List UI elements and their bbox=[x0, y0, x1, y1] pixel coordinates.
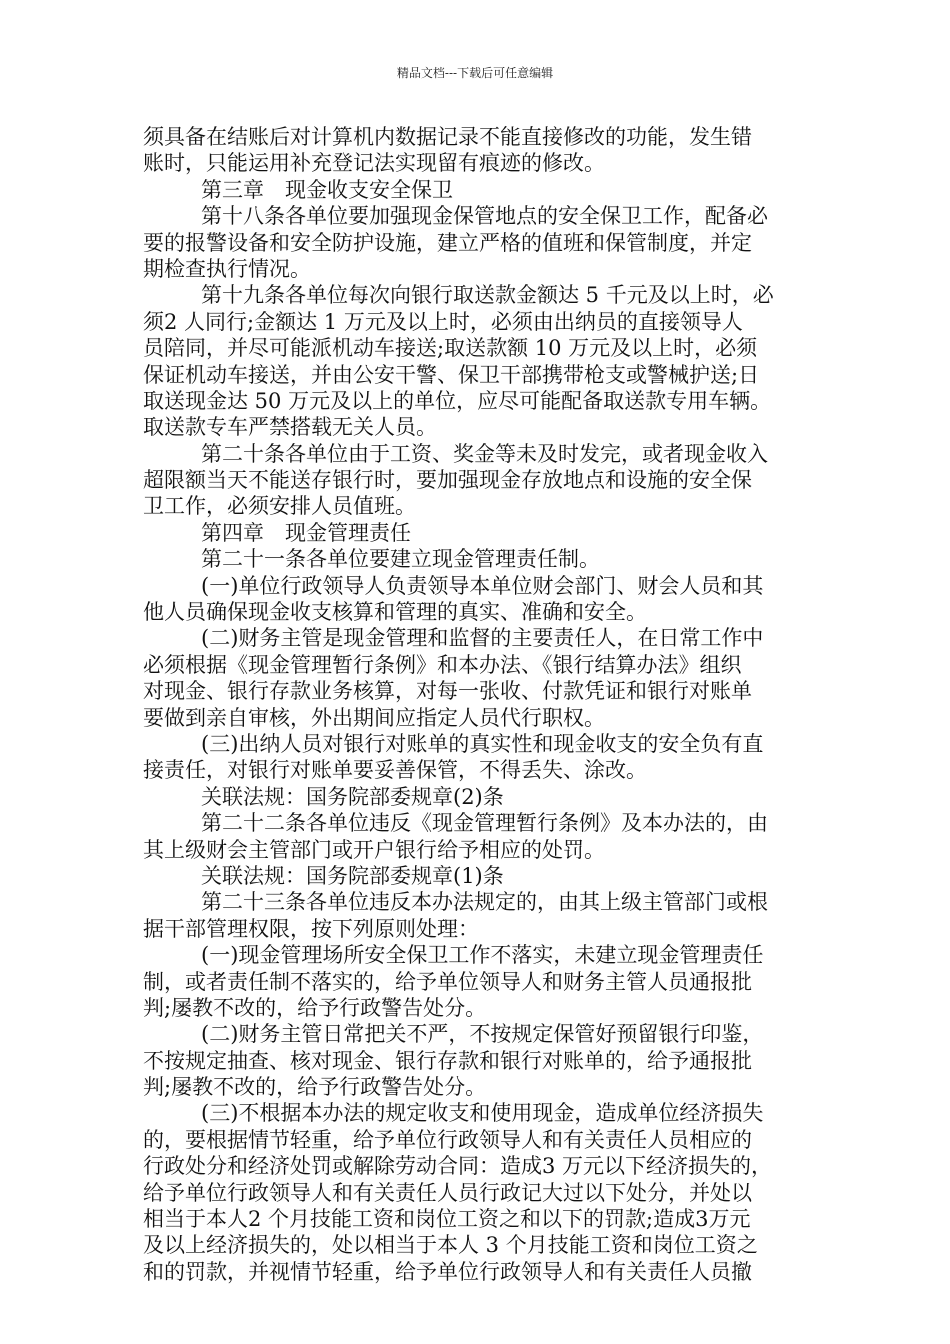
text-line: 期检查执行情况。 bbox=[143, 256, 311, 281]
text-line: 关联法规：国务院部委规章(2)条 bbox=[201, 784, 504, 809]
text-line: 必须根据《现金管理暂行条例》和本办法、《银行结算办法》组织 bbox=[143, 652, 742, 677]
text-line: 对现金、银行存款业务核算，对每一张收、付款凭证和银行对账单 bbox=[143, 679, 752, 704]
text-line: 保证机动车接送，并由公安干警、保卫干部携带枪支或警械护送;日 bbox=[143, 362, 760, 387]
text-line: 关联法规：国务院部委规章(1)条 bbox=[201, 863, 504, 888]
text-line: 判;屡教不改的，给予行政警告处分。 bbox=[143, 995, 487, 1020]
text-line: 账时，只能运用补充登记法实现留有痕迹的修改。 bbox=[143, 151, 605, 176]
text-line: 行政处分和经济处罚或解除劳动合同：造成3 万元以下经济损失的， bbox=[143, 1154, 773, 1179]
text-line: 及以上经济损失的，处以相当于本人 3 个月技能工资和岗位工资之 bbox=[143, 1233, 758, 1258]
document-body bbox=[143, 124, 815, 1285]
text-line: 第二十二条各单位违反《现金管理暂行条例》及本办法的，由 bbox=[201, 811, 768, 836]
text-line: 他人员确保现金收支核算和管理的真实、准确和安全。 bbox=[143, 600, 647, 625]
text-line: 第二十三条各单位违反本办法规定的，由其上级主管部门或根 bbox=[201, 890, 768, 915]
text-line: (二)财务主管是现金管理和监督的主要责任人，在日常工作中 bbox=[201, 626, 764, 651]
text-line: 相当于本人2 个月技能工资和岗位工资之和以下的罚款;造成3万元 bbox=[143, 1207, 751, 1232]
text-line: 须2 人同行;金额达 1 万元及以上时，必须由出纳员的直接领导人 bbox=[143, 309, 743, 334]
text-line: 不按规定抽查、核对现金、银行存款和银行对账单的，给予通报批 bbox=[143, 1048, 752, 1073]
text-line: 第二十条各单位由于工资、奖金等未及时发完，或者现金收入 bbox=[201, 441, 768, 466]
text-line: 要的报警设备和安全防护设施，建立严格的值班和保管制度，并定 bbox=[143, 230, 752, 255]
text-line: 第十九条各单位每次向银行取送款金额达 5 千元及以上时，必 bbox=[201, 283, 774, 308]
text-line: 员陪同，并尽可能派机动车接送;取送款额 10 万元及以上时，必须 bbox=[143, 336, 758, 361]
text-line: 据干部管理权限，按下列原则处理： bbox=[143, 916, 479, 941]
text-line: 判;屡教不改的，给予行政警告处分。 bbox=[143, 1075, 487, 1100]
text-line: 的，要根据情节轻重，给予单位行政领导人和有关责任人员相应的 bbox=[143, 1127, 752, 1152]
text-line: 给予单位行政领导人和有关责任人员行政记大过以下处分，并处以 bbox=[143, 1180, 752, 1205]
text-line: 第三章 现金收支安全保卫 bbox=[201, 177, 453, 202]
text-line: 接责任，对银行对账单要妥善保管，不得丢失、涂改。 bbox=[143, 758, 647, 783]
text-line: 要做到亲自审核，外出期间应指定人员代行职权。 bbox=[143, 705, 605, 730]
text-line: (二)财务主管日常把关不严，不按规定保管好预留银行印鉴， bbox=[201, 1022, 764, 1047]
text-line: 制，或者责任制不落实的，给予单位领导人和财务主管人员通报批 bbox=[143, 969, 752, 994]
text-line: (一)单位行政领导人负责领导本单位财会部门、财会人员和其 bbox=[201, 573, 764, 598]
text-line: 和的罚款，并视情节轻重，给予单位行政领导人和有关责任人员撤 bbox=[143, 1259, 752, 1284]
text-line: 第十八条各单位要加强现金保管地点的安全保卫工作，配备必 bbox=[201, 204, 768, 229]
text-line: 第二十一条各单位要建立现金管理责任制。 bbox=[201, 547, 600, 572]
text-line: 须具备在结账后对计算机内数据记录不能直接修改的功能，发生错 bbox=[143, 125, 752, 149]
text-line: (一)现金管理场所安全保卫工作不落实，未建立现金管理责任 bbox=[201, 943, 764, 968]
text-line: 第四章 现金管理责任 bbox=[201, 520, 411, 545]
text-line: (三)不根据本办法的规定收支和使用现金，造成单位经济损失 bbox=[201, 1101, 764, 1126]
text-line: (三)出纳人员对银行对账单的真实性和现金收支的安全负有直 bbox=[201, 731, 764, 756]
text-line: 其上级财会主管部门或开户银行给予相应的处罚。 bbox=[143, 837, 605, 862]
text-line: 超限额当天不能送存银行时，要加强现金存放地点和设施的安全保 bbox=[143, 468, 752, 493]
text-line: 卫工作，必须安排人员值班。 bbox=[143, 494, 416, 519]
page-header: 精品文档---下载后可任意编辑 bbox=[396, 66, 554, 80]
text-line: 取送款专车严禁搭载无关人员。 bbox=[143, 415, 437, 440]
text-line: 取送现金达 50 万元及以上的单位，应尽可能配备取送款专用车辆。 bbox=[143, 388, 772, 413]
